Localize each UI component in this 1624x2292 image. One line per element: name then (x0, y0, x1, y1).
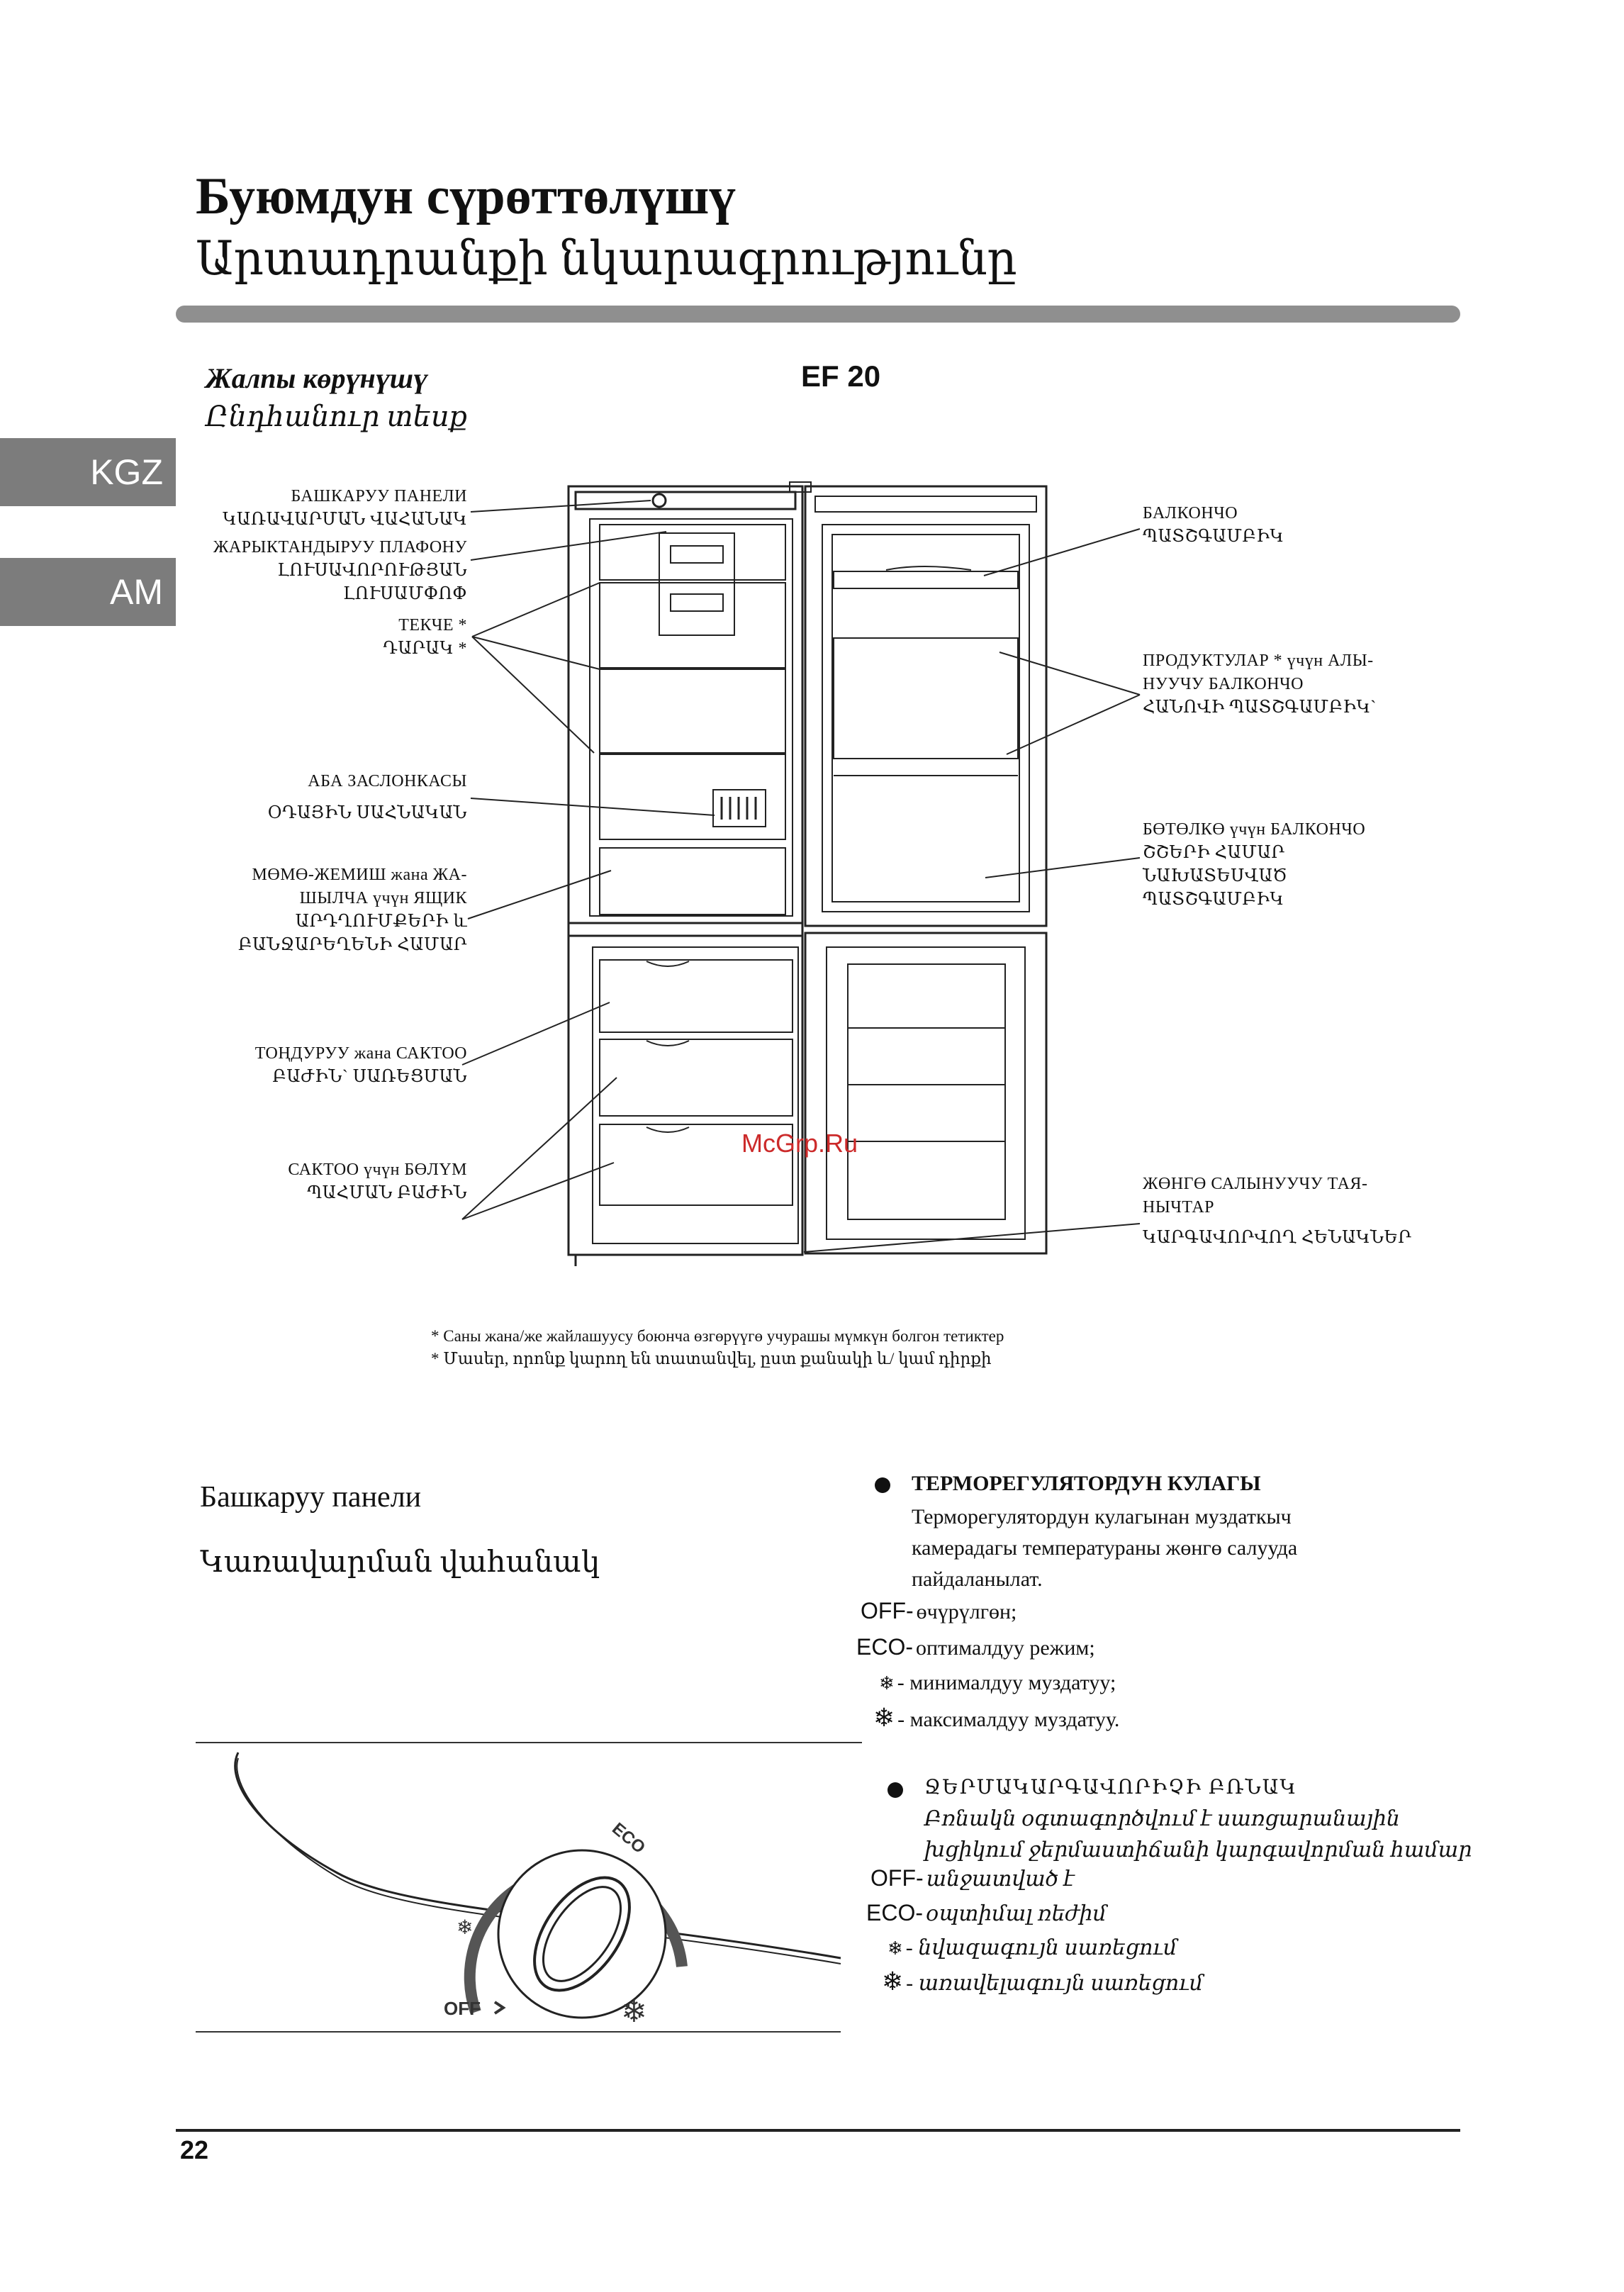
thermostat-options-am: OFF- անջատված է ECO- օպտիմալ ռեժիմ ❄ - նվազագույն սառեցում ❄ - առավելագույն սառեցում (866, 1865, 1204, 1996)
dial-off-label: OFF (444, 1998, 481, 2019)
control-panel-heading-kgz: Башкаруу панели (200, 1481, 422, 1514)
large-snowflake-icon: ❄ (873, 1704, 895, 1732)
label-storage-compartment: САКТОО үчүн БӨЛҮМ ՊԱՀՄԱՆ ԲԱԺԻՆ (288, 1161, 467, 1202)
watermark: McGrp.Ru (741, 1129, 858, 1158)
thermostat-options-kgz: OFF- өчүрүлгөн; ECO- оптималдуу режим; ❄ - минималдуу муздатуу; ❄ - максималдуу муздатуу. (856, 1598, 1120, 1732)
thermostat-dial-illustration (196, 1738, 862, 2036)
label-adjustable-feet: ЖӨНГӨ САЛЫНУУЧУ ТАЯ- НЫЧТАР ԿԱՐԳԱՎՈՐՎՈՂ ՀԵՆԱԿՆԵՐ (1143, 1175, 1412, 1247)
footnote-am: * Մասեր, որոնք կարող են տատանվել, ըստ քանակի և/ կամ դիրքի (431, 1350, 992, 1368)
overview-heading-kgz: Жалпы көрүнүшү (206, 362, 428, 394)
thermostat-title-am: ՋԵՐՄԱԿԱՐԳԱՎՈՐԻՉԻ ԲՌՆԱԿ (924, 1777, 1297, 1799)
control-panel-heading-am: Կառավարման վահանակ (200, 1546, 600, 1579)
tab-am-label: AM (110, 572, 163, 612)
small-snowflake-icon: ❄ (457, 1917, 474, 1939)
small-snowflake-icon: ❄ (879, 1673, 895, 1694)
dial-eco-label: ECO (608, 1818, 649, 1858)
label-freezer-compartment: ТОҢДУРУУ жана САКТОО ԲԱԺԻՆ` ՍԱՌԵՑՄԱՆ (254, 1044, 467, 1086)
label-removable-balcony: ПРОДУКТУЛАР * үчүн АЛЫ- НУУЧУ БАЛКОНЧО ՀԱՆՈՎԻ ՊԱՏՇԳԱՄԲԻԿ` (1143, 652, 1377, 717)
bullet-icon (875, 1477, 890, 1493)
small-snowflake-icon: ❄ (887, 1938, 903, 1959)
label-balcony: БАЛКОНЧО ՊԱՏՇԳԱՄԲԻԿ (1143, 504, 1284, 546)
thermostat-desc-am: Բռնակն օգտագործվում է սառցարանային խցիկում ջերմաստիճանի կարգավորման համար (924, 1807, 1472, 1862)
label-fruit-drawer: МӨМӨ-ЖЕМИШ жана ЖА- ШЫЛЧА үчүн ЯЩИК ԱՐԴՂՈՒՄՔԵՐԻ և ԲԱՆՋԱՐԵՂԵՆԻ ՀԱՄԱՐ (238, 866, 467, 954)
tab-kgz-label: KGZ (90, 452, 163, 492)
large-snowflake-icon: ❄ (882, 1967, 904, 1996)
label-light: ЖАРЫКТАНДЫРУУ ПЛАФОНУ ԼՈՒՍԱՎՈՐՈՒԹՅԱՆ ԼՈՒՍԱՄՓՈՓ (213, 538, 467, 603)
thermostat-desc-kgz: Терморегулятордун кулагынан муздаткыч камерадагы температураны жөнгө салууда пайдаланылат. (912, 1505, 1298, 1591)
footnote-kgz: * Саны жана/же жайлашуусу боюнча өзгөрүүгө учурашы мүмкүн болгон тетиктер (431, 1327, 1004, 1345)
large-snowflake-icon: ❄ (621, 1994, 647, 2029)
page-number: 22 (180, 2135, 209, 2164)
label-shelf: ТЕКЧЕ * ԴԱՐԱԿ * (383, 616, 467, 658)
label-bottle-balcony: БӨТӨЛКӨ үчүн БАЛКОНЧО ՇՇԵՐԻ ՀԱՄԱՐ ՆԱԽԱՏԵՍՎԱԾ ՊԱՏՇԳԱՄԲԻԿ (1143, 820, 1366, 909)
overview-heading-am: Ընդհանուր տեսք (206, 401, 468, 432)
footer-divider (176, 2129, 1460, 2132)
label-air-damper: АБА ЗАСЛОНКАСЫ ՕԴԱՅԻՆ ՍԱՀՆԱԿԱՆ (267, 772, 467, 822)
bullet-icon (887, 1782, 903, 1798)
page-title-am: Արտադրանքի նկարագրությունը (196, 233, 1017, 285)
model-name: EF 20 (801, 359, 881, 393)
page-title-kgz: Буюмдун сүрөттөлүшү (196, 167, 736, 225)
thermostat-title-kgz: ТЕРМОРЕГУЛЯТОРДУН КУЛАГЫ (912, 1472, 1261, 1495)
label-control-panel: БАШКАРУУ ПАНЕЛИ ԿԱՌԱՎԱՐՄԱՆ ՎԱՀԱՆԱԿ (223, 487, 467, 529)
